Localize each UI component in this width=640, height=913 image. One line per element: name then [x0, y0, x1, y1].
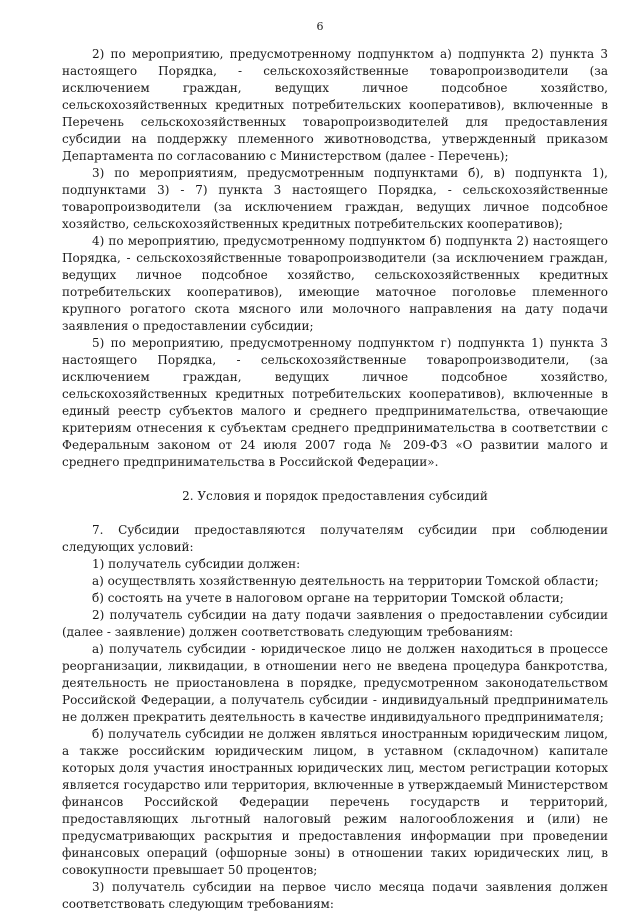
paragraph-item-3: 3) по мероприятиям, предусмотренным подпунктами б), в) подпункта 1), подпунктами 3) - 7) пункта 3 настоящего Порядка, - сельскохозяйственные товаропроизводители (за исключением граждан, ведущих личное подсобное хозяйство, сельскохозяйственных кредитных потребительских кооперативов); [62, 166, 608, 231]
paragraph-subclause-1a: а) осуществлять хозяйственную деятельность на территории Томской области; [92, 574, 599, 588]
section-heading: 2. Условия и порядок предоставления субсидий [182, 489, 488, 503]
paragraph-subclause-1b: б) состоять на учете в налоговом органе на территории Томской области; [92, 591, 564, 605]
paragraph-subclause-1: 1) получатель субсидии должен: [92, 557, 301, 571]
paragraph-clause-7: 7. Субсидии предоставляются получателям субсидии при соблюдении следующих условий: [62, 523, 608, 554]
document-body [62, 46, 608, 913]
paragraph-subclause-2b: б) получатель субсидии не должен являться иностранным юридическим лицом, а также российским юридическим лицом, в уставном (складочном) капитале которых доля участия иностранных юридических лиц, местом регистрации которых является государство или территория, включенные в утверждаемый Министерством финансов Российской Федерации перечень государств и территорий, предоставляющих льготный налоговый режим налогообложения и (или) не предусматривающих раскрытия и предоставления информации при проведении финансовых операций (офшорные зоны) в отношении таких юридических лиц, в совокупности превышает 50 процентов; [62, 727, 608, 877]
paragraph-item-5: 5) по мероприятию, предусмотренному подпунктом г) подпункта 1) пункта 3 настоящего Порядка, - сельскохозяйственные товаропроизводители, (за исключением граждан, ведущих личное подсобное хозяйство, сельскохозяйственных кредитных потребительских кооперативов), включенные в единый реестр субъектов малого и среднего предпринимательства, отвечающие критериям отнесения к субъектам среднего предпринимательства в соответствии с Федеральным законом от 24 июля 2007 года № 209-ФЗ «О развитии малого и среднего предпринимательства в Российской Федерации». [62, 336, 608, 469]
paragraph-item-4: 4) по мероприятию, предусмотренному подпунктом б) подпункта 2) настоящего Порядка, - сельскохозяйственные товаропроизводители (за исключением граждан, ведущих личное подсобное хозяйство, сельскохозяйственных кредитных потребительских кооперативов), имеющие маточное поголовье племенного крупного рогатого скота мясного или молочного направления на дату подачи заявления о предоставлении субсидии; [62, 234, 608, 333]
paragraph-subclause-2a: а) получатель субсидии - юридическое лицо не должен находиться в процессе реорганизации, ликвидации, в отношении него не введена процедура банкротства, деятельность не приостановлена в порядке, предусмотренном законодательством Российской Федерации, а получатель субсидии - индивидуальный предприниматель не должен прекратить деятельность в качестве индивидуального предпринимателя; [62, 642, 608, 724]
paragraph-subclause-3: 3) получатель субсидии на первое число месяца подачи заявления должен соответствовать следующим требованиям: [62, 880, 608, 911]
paragraph-item-2: 2) по мероприятию, предусмотренному подпунктом а) подпункта 2) пункта 3 настоящего Порядка, - сельскохозяйственные товаропроизводители (за исключением граждан, ведущих личное подсобное хозяйство, сельскохозяйственных кредитных потребительских кооперативов), включенные в Перечень сельскохозяйственных товаропроизводителей для предоставления субсидии на поддержку племенного животноводства, утвержденный приказом Департамента по согласованию с Министерством (далее - Перечень); [62, 47, 608, 163]
paragraph-subclause-2: 2) получатель субсидии на дату подачи заявления о предоставлении субсидии (далее - заявление) должен соответствовать следующим требованиям: [62, 608, 608, 639]
page-number: 6 [316, 20, 324, 33]
